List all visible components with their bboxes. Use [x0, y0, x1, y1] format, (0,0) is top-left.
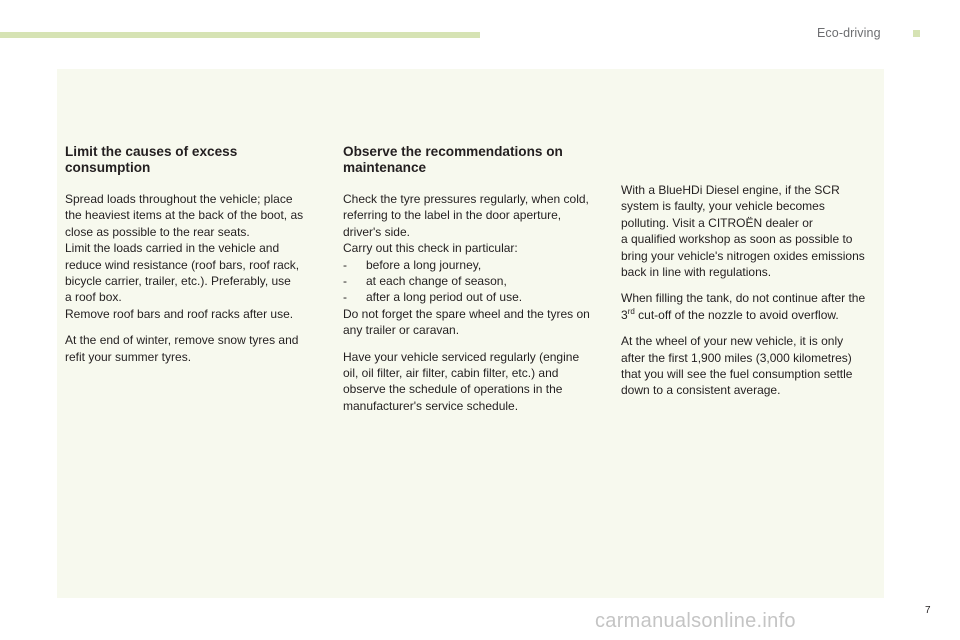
- section-marker: [913, 30, 920, 37]
- page-number: 7: [925, 605, 931, 616]
- paragraph-tyre-pressure: Check the tyre pressures regularly, when cold, referring to the label in the door aperture, driver's side. Carry out this check in particular: - before a long journey, - at each change of season, - after a long period out of use. Do not forget the spare wheel and the tyres on any trailer or caravan.: [343, 191, 605, 339]
- list-item: - after a long period out of use.: [343, 290, 523, 305]
- paragraph-tyres-winter: At the end of winter, remove snow tyres and refit your summer tyres.: [65, 333, 299, 364]
- section-title: Eco-driving: [817, 26, 881, 40]
- paragraph-servicing: Have your vehicle serviced regularly (engine oil, oil filter, air filter, cabin filter, etc.) and observe the schedule of operations in the manufacturer's service schedule.: [343, 349, 580, 413]
- paragraph-new-vehicle: At the wheel of your new vehicle, it is only after the first 1,900 miles (3,000 kilometres) that you will see the fuel consumption settle down to a consistent average.: [621, 334, 853, 398]
- column-additional: [621, 182, 877, 409]
- paragraph-fuel-filling: When filling the tank, do not continue after the 3rd cut-off of the nozzle to avoid overflow.: [621, 291, 866, 322]
- list-item: - at each change of season,: [343, 274, 507, 289]
- column-maintenance: [343, 144, 605, 424]
- heading-maintenance: Observe the recommendations on maintenance: [343, 144, 563, 175]
- paragraph-bluehdi: With a BlueHDi Diesel engine, if the SCR system is faulty, your vehicle becomes polluting. Visit a CITROËN dealer or a qualified workshop as soon as possible to bring your vehicle's nitrogen oxides emissions back in line with regulations.: [621, 183, 865, 280]
- watermark: carmanualsonline.info: [595, 610, 796, 632]
- header-accent-bar: [0, 32, 480, 38]
- list-item: - before a long journey,: [343, 257, 482, 272]
- paragraph-loads: Spread loads throughout the vehicle; place the heaviest items at the back of the boot, as close as possible to the rear seats. Limit the loads carried in the vehicle and reduce wind resistance (roof bars, roof rack, bicycle carrier, trailer, etc.). Preferably, use a roof box. Remove roof bars and roof racks after use.: [65, 192, 304, 321]
- heading-excess-consumption: Limit the causes of excess consumption: [65, 144, 238, 175]
- column-excess-consumption: [65, 144, 315, 375]
